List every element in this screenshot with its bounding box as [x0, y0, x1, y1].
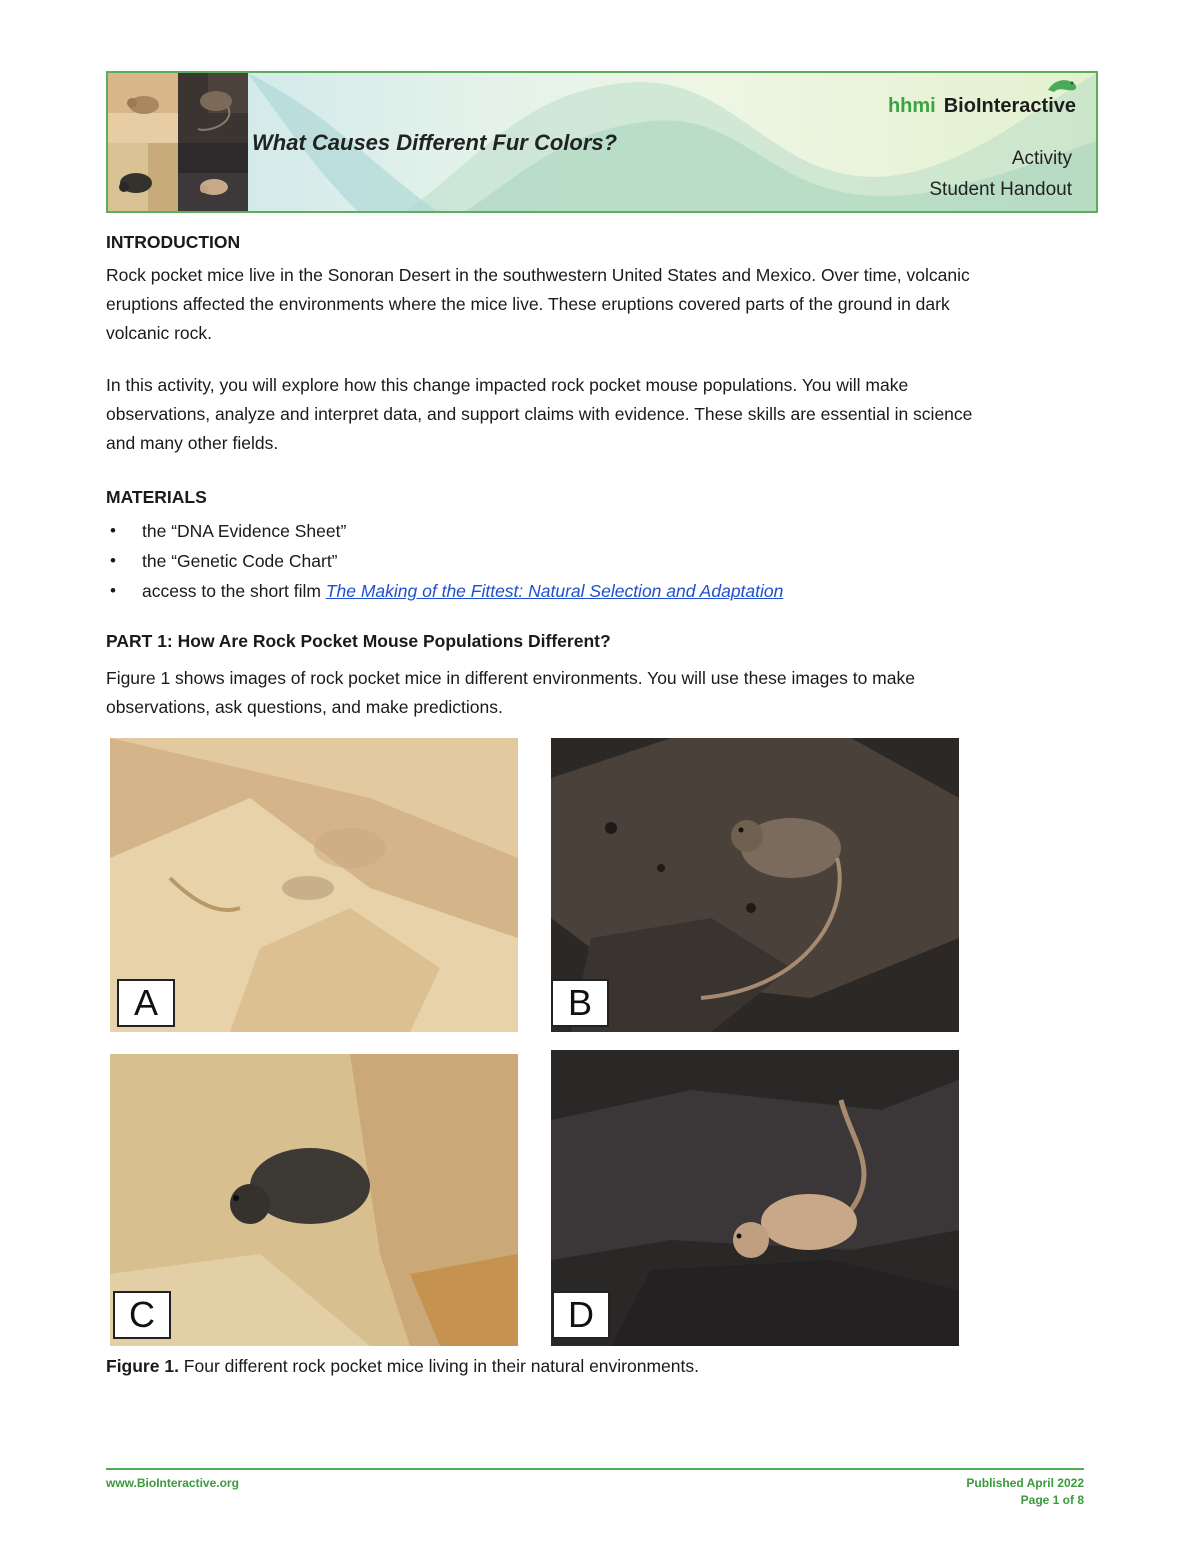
brand-biointeractive: BioInteractive: [943, 95, 1076, 117]
thumbnail-dark-mouse-light-rock: [108, 143, 178, 213]
brand-hhmi: hhmi: [887, 95, 936, 117]
text-line: In this activity, you will explore how this change impacted rock pocket mouse populations. You will make: [106, 375, 909, 395]
photo-b-light-mouse-dark-rock: [551, 738, 959, 1032]
thumbnail-light-mouse-light-rock: [108, 73, 178, 143]
photo-c-dark-mouse-light-rock: [110, 1054, 518, 1346]
student-handout-label: Student Handout: [929, 179, 1072, 200]
list-item: [106, 516, 783, 546]
list-item: [106, 546, 783, 576]
introduction-heading: INTRODUCTION: [106, 232, 241, 252]
film-link[interactable]: The Making of the Fittest: Natural Selection and Adaptation: [325, 581, 784, 601]
part1-paragraph: [106, 664, 915, 722]
brand-logo: [888, 95, 1076, 118]
introduction-paragraph-2: [106, 371, 972, 458]
header-banner: [106, 71, 1098, 213]
introduction-paragraph-1: [106, 261, 970, 348]
materials-list: [106, 516, 783, 606]
text-line: observations, ask questions, and make predictions.: [106, 697, 503, 717]
published-date: Published April 2022: [966, 1476, 1084, 1490]
footer-info: [966, 1476, 1084, 1510]
figure-label-d: D: [552, 1291, 610, 1339]
page-title: What Causes Different Fur Colors?: [252, 130, 618, 155]
text-line: volcanic rock.: [106, 323, 213, 343]
figure-caption-text: Four different rock pocket mice living in their natural environments.: [178, 1356, 699, 1376]
text-line: eruptions affected the environments where the mice live. These eruptions covered parts of the ground in dark: [106, 294, 950, 314]
figure-caption: [106, 1356, 699, 1377]
thumbnail-tan-mouse-dark-rock: [178, 143, 248, 213]
footer-website-link[interactable]: www.BioInteractive.org: [106, 1476, 239, 1490]
material-genetic-code-chart: the “Genetic Code Chart”: [142, 551, 338, 571]
material-dna-evidence-sheet: the “DNA Evidence Sheet”: [142, 521, 347, 541]
figure-label-b: B: [551, 979, 609, 1027]
text-line: observations, analyze and interpret data, and support claims with evidence. These skills are essential in science: [106, 404, 973, 424]
thumbnail-light-mouse-dark-rock: [178, 73, 248, 143]
activity-label: Activity: [1011, 148, 1072, 169]
material-film-prefix: access to the short film: [142, 581, 326, 601]
text-line: Figure 1 shows images of rock pocket mice in different environments. You will use these images to make: [106, 668, 915, 688]
figure-label-a: A: [117, 979, 175, 1027]
text-line: Rock pocket mice live in the Sonoran Desert in the southwestern United States and Mexico. Over time, volcanic: [106, 265, 970, 285]
page-number: Page 1 of 8: [1020, 1493, 1084, 1507]
photo-d-tan-mouse-dark-rock: [551, 1050, 959, 1346]
footer-divider: [106, 1468, 1084, 1470]
part1-heading: PART 1: How Are Rock Pocket Mouse Populations Different?: [106, 631, 611, 651]
list-item: [106, 576, 783, 606]
text-line: and many other fields.: [106, 433, 279, 453]
materials-heading: MATERIALS: [106, 487, 207, 507]
banner-thumbnails: [108, 73, 248, 213]
figure-label-c: C: [113, 1291, 171, 1339]
figure-caption-label: Figure 1.: [106, 1356, 179, 1376]
